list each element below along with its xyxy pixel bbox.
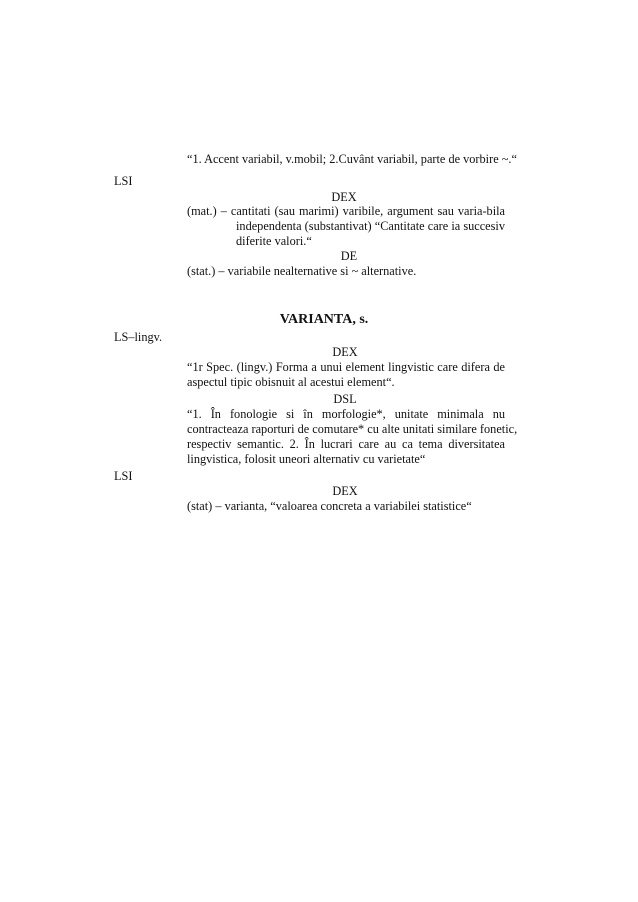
definition-line: respectiv semantic. 2. În lucrari care au ca tema diversitatea bbox=[187, 437, 505, 451]
source-label-de: DE bbox=[340, 249, 358, 263]
source-label-dex: DEX bbox=[332, 484, 358, 498]
definition-line: diferite valori.“ bbox=[236, 234, 312, 248]
headword-title: VARIANTA, s. bbox=[279, 312, 369, 327]
definition-line: lingvistica, folosit uneori alternativ cu varietate“ bbox=[187, 452, 426, 466]
definition-line: (mat.) – cantitati (sau marimi) varibile, argument sau varia-bila bbox=[187, 204, 505, 218]
source-label-dsl: DSL bbox=[333, 392, 357, 406]
definition-line: (stat.) – variabile nealternative si ~ alternative. bbox=[187, 264, 417, 278]
definition-line: independenta (substantivat) “Cantitate care ia succesiv bbox=[236, 219, 505, 233]
definition-line: “1r Spec. (lingv.) Forma a unui element lingvistic care difera de bbox=[187, 360, 505, 374]
definition-line: contracteaza raporturi de comutare* cu alte unitati similare fonetic, bbox=[187, 422, 518, 436]
domain-label: LS–lingv. bbox=[114, 330, 163, 344]
definition-line: aspectul tipic obisnuit al acestui element“. bbox=[187, 375, 395, 389]
domain-label: LSI bbox=[114, 174, 133, 188]
top-definition: “1. Accent variabil, v.mobil; 2.Cuvânt variabil, parte de vorbire ~.“ bbox=[187, 152, 517, 166]
definition-line: “1. În fonologie si în morfologie*, unitate minimala nu bbox=[187, 407, 505, 421]
source-label-dex: DEX bbox=[332, 345, 358, 359]
definition-line: (stat) – varianta, “valoarea concreta a variabilei statistice“ bbox=[187, 499, 472, 513]
source-label-dex: DEX bbox=[331, 190, 357, 204]
domain-label: LSI bbox=[114, 469, 133, 483]
